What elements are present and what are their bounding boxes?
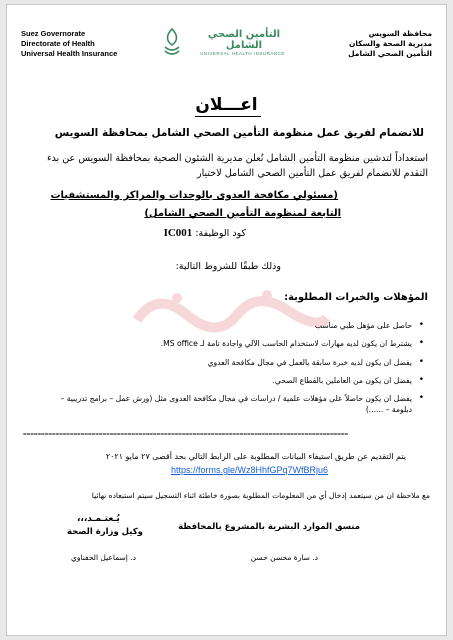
coordinator-title: منسق الموارد البشرية بالمشروع بالمحافظة <box>178 522 360 532</box>
job-code <box>164 227 246 239</box>
job-code-label: كود الوظيفة: <box>195 228 246 239</box>
approver-name: د. إسماعيل الحفناوي <box>71 553 136 562</box>
announcement-page <box>6 4 447 636</box>
requirement-item: • حاصل على مؤهل طبي مناسب <box>44 320 424 331</box>
requirement-item: • يفضل ان يكون لديه خبرة سابقة بالعمل في مجال مكافحة العدوي <box>44 357 424 368</box>
announcement-title: اعـــلان <box>195 95 258 115</box>
requirement-item: • يشترط ان يكون لديه مهارات لاستخدام الحاسب الآلي واجادة تامة لـ MS office. <box>44 338 424 349</box>
logo-arabic-text: التأمين الصحي الشامل <box>207 29 281 51</box>
application-form-link[interactable]: https://forms.gle/Wz8HhfGPq7WfBRju6 <box>170 465 328 475</box>
header-left-line: Suez Governorate <box>21 29 86 38</box>
qualifications-heading: المؤهلات والخبرات المطلوبة: <box>284 292 428 303</box>
warning-note: مع ملاحظة ان من سيتعمد إدخال أي من المعلومات المطلوبة بصورة خاطئة اثناء التسجيل سيتم استبعاده نهائيا <box>91 491 430 500</box>
approval-heading: يُـعتـمـد،،، <box>77 514 120 524</box>
uhi-emblem-icon <box>161 27 183 57</box>
requirement-item: • يفضل ان يكون حاصلاً على مؤهلات علمية / دراسات في مجال مكافحة العدوى مثل (ورش عمل – برامج تدريبية – دبلومة – ......) <box>44 393 424 416</box>
apply-instructions: يتم التقديم عن طريق استيفاء البيانات المطلوبة على الرابط التالي بحد أقصى ٢٧ مايو ٢٠٢١ <box>105 452 406 461</box>
title-underline <box>195 116 261 117</box>
requirements-list <box>44 320 424 423</box>
header-right-block <box>312 29 432 59</box>
header-left-line: Directorate of Health <box>21 39 95 48</box>
uhi-logo <box>155 25 305 65</box>
header-right-line: مديرية الصحة والسكان <box>348 39 432 48</box>
separator-line: ========================================================================================== <box>23 431 349 438</box>
header-left-block <box>21 29 141 59</box>
header-left-line: Universal Health Insurance <box>21 49 118 58</box>
requirement-item: • يفضل ان يكون من العاملين بالقطاع الصحي. <box>44 375 424 386</box>
job-code-value: IC001 <box>163 227 193 239</box>
approver-title: وكيل وزارة الصحة <box>67 527 143 537</box>
job-title-line1: (مسئولي مكافحة العدوى بالوحدات والمراكز والمستشفيات <box>50 190 338 201</box>
logo-english-text: UNIVERSAL HEALTH INSURANCE <box>200 51 285 56</box>
job-title-line2: التابعة لمنظومة التأمين الصحي الشامل) <box>144 208 341 219</box>
header-right-line: محافظة السويس <box>368 29 432 38</box>
conditions-intro: وذلك طبقًا للشروط التالية: <box>175 261 281 272</box>
intro-paragraph: استعداداً لتدشين منظومة التأمين الشامل تُعلن مديرية الشئون الصحية بمحافظة السويس عن بدء التقدم للانضمام لفريق عمل التأمين الصحي الشامل لاختيار <box>46 153 428 179</box>
coordinator-name: د. سارة محسن حسن <box>250 553 318 562</box>
header-right-line: التأمين الصحي الشامل <box>348 49 432 58</box>
announcement-subtitle: للانضمام لفريق عمل منظومة التأمين الصحي الشامل بمحافظة السويس <box>54 127 424 139</box>
